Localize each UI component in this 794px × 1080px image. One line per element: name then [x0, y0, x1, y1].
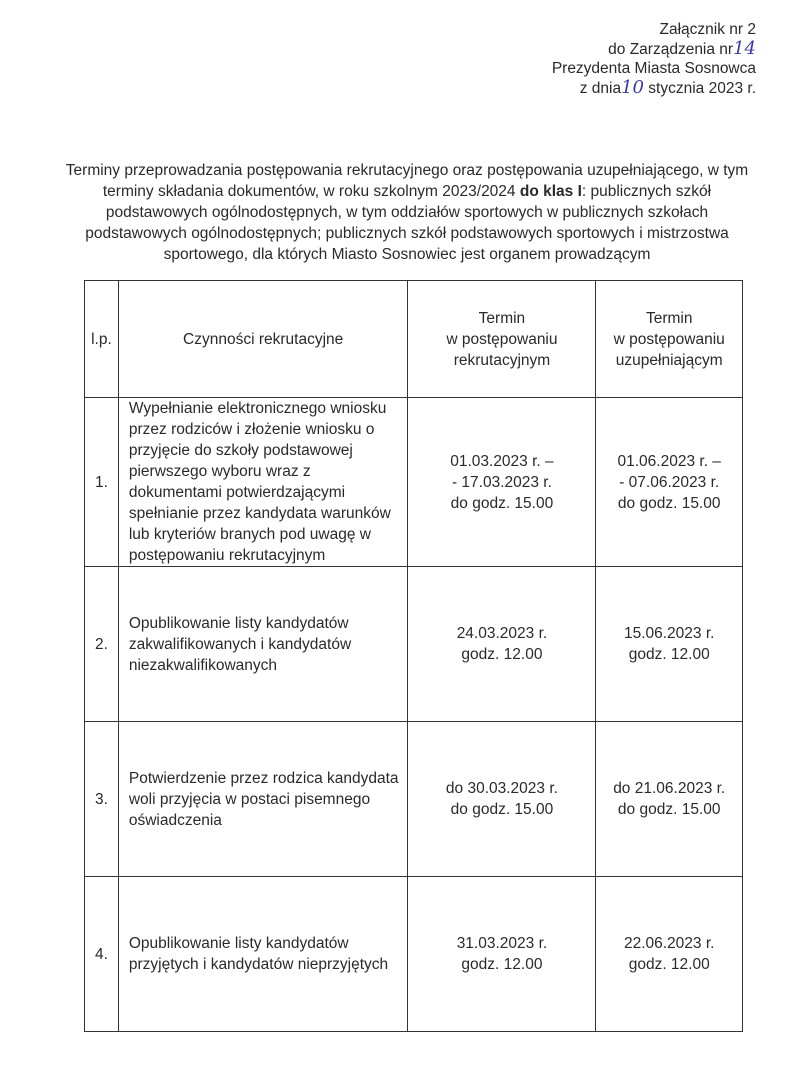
row-activity: [118, 877, 408, 1032]
ordinance-prefix: do Zarządzenia nr: [608, 41, 734, 58]
date-line: godz. 12.00: [461, 956, 543, 973]
date-line: godz. 12.00: [628, 646, 710, 663]
attachment-header: [496, 20, 756, 98]
title-part-2: : publicznych szkół podstawowych ogólnodostępnych, w tym oddziałów sportowych w publicznych szkołach podstawowych ogólnodostępnych; publicznych szkół podstawowych sportowych i mistrzostwa sportowego, dla których Miasto Sosnowiec jest organem prowadzącym: [85, 183, 729, 263]
row-recruitment-date: [408, 722, 596, 877]
date-line: do godz. 15.00: [450, 801, 554, 818]
row-activity: [118, 722, 408, 877]
row-recruitment-date: [408, 567, 596, 722]
date-line: 31.03.2023 r.: [456, 935, 548, 952]
date-line: 01.06.2023 r. –: [617, 452, 721, 470]
date-prefix: z dnia: [579, 80, 622, 97]
date-suffix: stycznia 2023 r.: [648, 80, 756, 97]
row-supplementary-date: [596, 567, 743, 722]
row-supplementary-date: [596, 398, 743, 567]
table-row: [85, 567, 743, 722]
table-header-row: [85, 281, 743, 398]
date-line: - 17.03.2023 r.: [451, 473, 552, 491]
row-activity-text: Opublikowanie listy kandydatów przyjętych i kandydatów nieprzyjętych: [128, 935, 389, 973]
date-line: do godz. 15.00: [450, 494, 554, 512]
table-row: [85, 877, 743, 1032]
issuer-line: Prezydenta Miasta Sosnowca: [551, 60, 756, 77]
header-supplementary-line: uzupełniającym: [615, 351, 723, 369]
header-recruitment: [408, 281, 596, 398]
row-activity: [118, 398, 408, 567]
date-line: [496, 78, 756, 98]
row-activity: [118, 567, 408, 722]
date-line: do godz. 15.00: [617, 801, 721, 818]
table-row: [85, 398, 743, 567]
header-supplementary-line: w postępowaniu: [613, 330, 725, 348]
date-line: godz. 12.00: [628, 956, 710, 973]
header-supplementary-line: Termin: [645, 309, 693, 327]
schedule-table: [84, 280, 743, 1032]
header-recruitment-line: w postępowaniu: [446, 330, 558, 348]
date-handwritten-day: 10: [621, 77, 644, 98]
header-supplementary: [596, 281, 743, 398]
title-bold: do klas I: [519, 183, 582, 200]
table-row: [85, 722, 743, 877]
date-line: 22.06.2023 r.: [623, 935, 715, 952]
header-activity: Czynności rekrutacyjne: [118, 281, 408, 398]
title-part-1: Terminy przeprowadzania postępowania rekrutacyjnego oraz postępowania uzupełniającego, w tym terminy składania dokumentów, w roku szkolnym 2023/2024: [65, 162, 749, 200]
row-number: 2.: [85, 567, 119, 722]
date-line: - 07.06.2023 r.: [619, 473, 720, 491]
header-lp: l.p.: [85, 281, 119, 398]
header-recruitment-line: Termin: [478, 309, 526, 327]
row-supplementary-date: [596, 722, 743, 877]
date-line: godz. 12.00: [461, 646, 543, 663]
row-number: 3.: [85, 722, 119, 877]
date-line: do 21.06.2023 r.: [613, 780, 726, 797]
document-title: [62, 160, 752, 265]
row-activity-text: Potwierdzenie przez rodzica kandydata woli przyjęcia w postaci pisemnego oświadczenia: [128, 769, 399, 829]
row-activity-text: Wypełnianie elektronicznego wniosku przez rodziców i złożenie wniosku o przyjęcie do szkoły podstawowej pierwszego wyboru wraz z dokumentami potwierdzającymi spełnianie przez kandydata warunków lub kryteriów branych pod uwagę w postępowaniu rekrutacyjnym: [128, 400, 391, 564]
row-recruitment-date: [408, 877, 596, 1032]
row-supplementary-date: [596, 877, 743, 1032]
date-line: 15.06.2023 r.: [623, 625, 715, 642]
date-line: 01.03.2023 r. –: [450, 452, 554, 470]
ordinance-number-line: [496, 39, 756, 59]
date-line: do 30.03.2023 r.: [445, 780, 558, 797]
date-line: do godz. 15.00: [617, 494, 721, 512]
row-number: 4.: [85, 877, 119, 1032]
ordinance-handwritten-number: 14: [733, 38, 756, 59]
date-line: 24.03.2023 r.: [456, 625, 548, 642]
row-number: 1.: [85, 398, 119, 567]
row-recruitment-date: [408, 398, 596, 567]
attachment-number: Załącznik nr 2: [659, 21, 756, 38]
row-activity-text: Opublikowanie listy kandydatów zakwalifikowanych i kandydatów niezakwalifikowanych: [128, 614, 352, 674]
header-recruitment-line: rekrutacyjnym: [453, 351, 551, 369]
